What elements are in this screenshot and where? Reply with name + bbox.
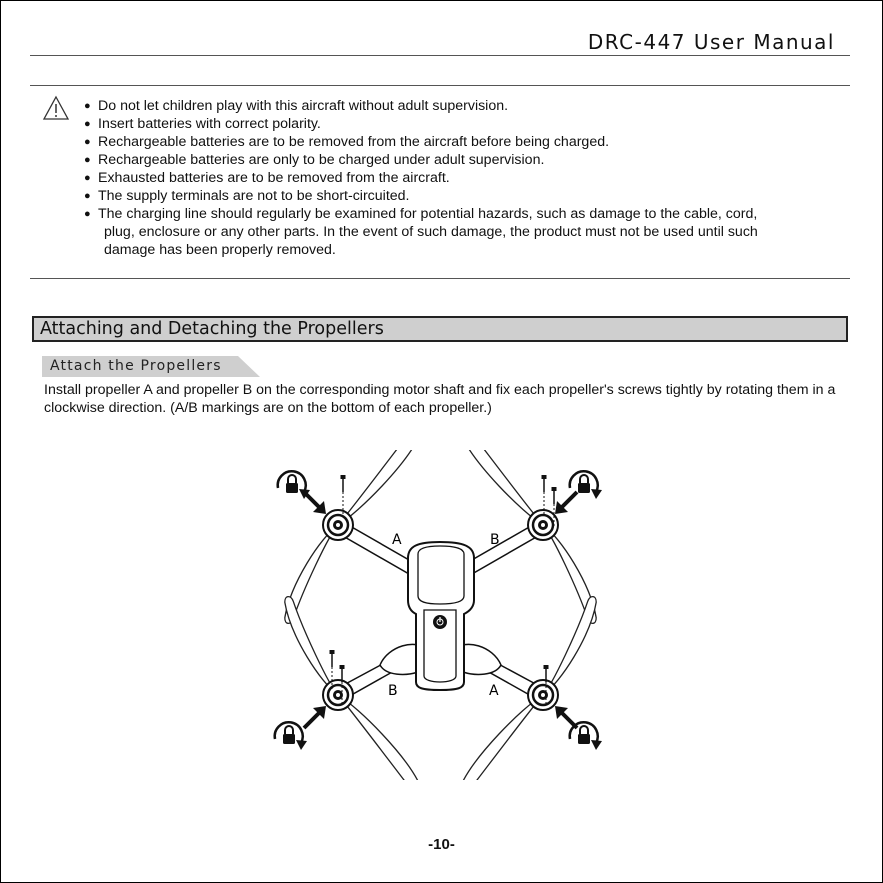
- lock-rotate-icon: [278, 471, 310, 499]
- warning-item: ● The supply terminals are not to be short-circuited.: [84, 187, 844, 205]
- subsection-title: Attach the Propellers: [50, 358, 222, 374]
- warning-item: ● Exhausted batteries are to be removed from the aircraft.: [84, 169, 844, 187]
- motor-bottom-right: [528, 680, 558, 710]
- arrow-icon: [555, 492, 577, 514]
- warning-continuation: plug, enclosure or any other parts. In the event of such damage, the product must not be used until such: [104, 224, 758, 240]
- drone-diagram: [268, 450, 613, 780]
- warning-item: ● Insert batteries with correct polarity.: [84, 115, 844, 133]
- warning-item: ● Rechargeable batteries are to be removed from the aircraft before being charged.: [84, 133, 844, 151]
- warning-list: [84, 97, 844, 259]
- lock-rotate-icon: [570, 722, 602, 750]
- screw-icon: [341, 475, 346, 514]
- warning-item: ● Do not let children play with this aircraft without adult supervision.: [84, 97, 844, 115]
- warning-top-rule: [30, 85, 850, 86]
- arrow-icon: [304, 706, 326, 728]
- subsection-tab: [42, 356, 260, 377]
- warning-icon: [42, 95, 70, 121]
- motor-bottom-left: [323, 680, 353, 710]
- arrow-icon: [555, 706, 577, 728]
- drone-body: [408, 542, 474, 690]
- label-bottom-right: A: [489, 683, 499, 699]
- instructions-text: Install propeller A and propeller B on the corresponding motor shaft and fix each propeller's screws tightly by rotating them in a clockwise direction. (A/B markings are on the bottom of each propeller.): [44, 382, 836, 416]
- lock-rotate-icon: [275, 722, 307, 750]
- motor-top-left: [323, 510, 353, 540]
- page-number: -10-: [428, 836, 455, 853]
- screw-icon: [542, 475, 547, 514]
- section-header: [32, 316, 848, 342]
- power-button-icon: [433, 615, 447, 629]
- label-top-left: A: [392, 532, 402, 548]
- label-bottom-left: B: [388, 683, 398, 699]
- warning-item: ● The charging line should regularly be examined for potential hazards, such as damage to the cable, cord,: [84, 205, 844, 223]
- label-top-right: B: [490, 532, 500, 548]
- section-title: Attaching and Detaching the Propellers: [40, 319, 384, 339]
- warning-bottom-rule: [30, 278, 850, 279]
- warning-item: ● Rechargeable batteries are only to be charged under adult supervision.: [84, 151, 844, 169]
- manual-title: DRC-447 User Manual: [587, 30, 835, 54]
- arrow-icon: [304, 492, 326, 514]
- header-rule: [30, 55, 850, 56]
- warning-continuation: damage has been properly removed.: [104, 242, 336, 258]
